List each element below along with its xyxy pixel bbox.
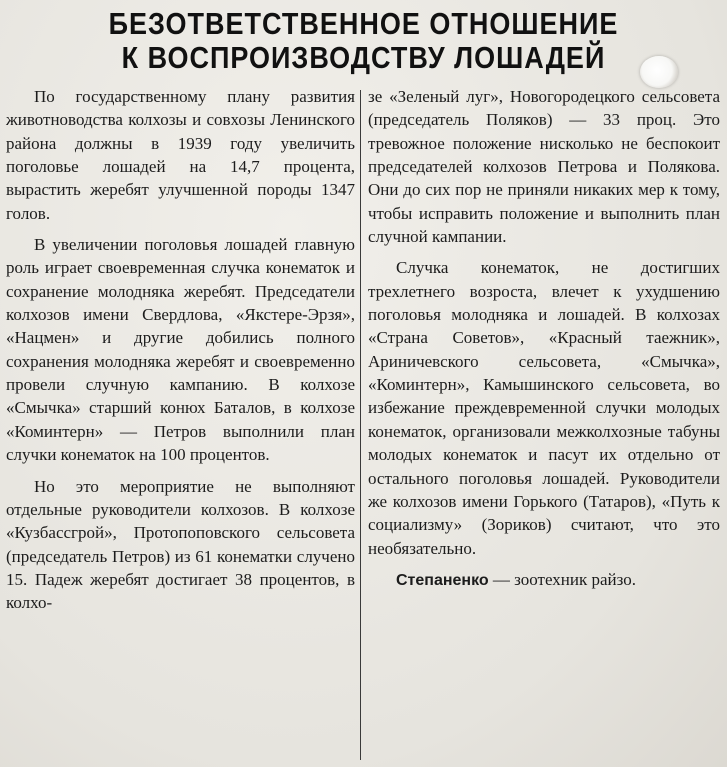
paragraph: Случка конематок, не достигших трехлетнего возроста, влечет к ухудшению поголовья молодняка и лошадей. В колхозах «Страна Советов», «Красный таежник», Ариничевского сельсовета, «Смычка», «Коминтерн», Камышинского сельсовета, во избежание преждевременной случки молодых конематок, организовали межколхозные табуны молодых конематок и пасут их отдельно от остального поголовья лошадей. Руководители же колхозов имени Горького (Татаров), «Путь к социализму» (Зориков) считают, что это необязательно.: [368, 258, 720, 558]
signature: [368, 568, 720, 592]
paragraph: Но это мероприятие не выполняют отдельные руководители колхозов. В колхозе «Кузбассгрой», Протопоповского сельсовета (председатель Петров) из 61 конематки случено 15. Падеж жеребят достигает 38 процентов, в колхо-: [6, 476, 355, 613]
punch-hole: [640, 56, 678, 88]
author-name: Степаненко: [396, 571, 489, 589]
headline-line-1: БЕЗОТВЕТСТВЕННОЕ ОТНОШЕНИЕ: [108, 7, 619, 41]
left-column: [6, 85, 355, 615]
right-column: [368, 85, 720, 592]
headline-line-2: К ВОСПРОИЗВОДСТВУ ЛОШАДЕЙ: [121, 41, 606, 75]
author-role: — зоотехник райзо.: [492, 569, 637, 589]
paragraph: В увеличении поголовья лошадей главную роль играет своевременная случка конематок и сохранение молодняка жеребят. Председатели колхозов имени Свердлова, «Якстере-Эрзя», «Нацмен» и другие добились полного сохранения молодняка жеребят и своевременно провели случную кампанию. В колхозе «Смычка» старший конюх Баталов, в колхозе «Коминтерн» — Петров выполнили план случки конематок на 100 процентов.: [6, 235, 355, 465]
paragraph-continuation: зе «Зеленый луг», Новогородецкого сельсовета (председатель Поляков) — 33 проц. Это тревожное положение нисколько не беспокоит председателей колхозов Петрова и Полякова. Они до сих пор не приняли никаких мер к тому, чтобы исправить положение и выполнить план случной кампании.: [368, 87, 720, 247]
column-divider: [360, 90, 361, 760]
paragraph: По государственному плану развития животноводства колхозы и совхозы Ленинского района должны в 1939 году увеличить поголовье лошадей на 14,7 процента, вырастить жеребят улучшенной породы 1347 голов.: [6, 87, 355, 223]
